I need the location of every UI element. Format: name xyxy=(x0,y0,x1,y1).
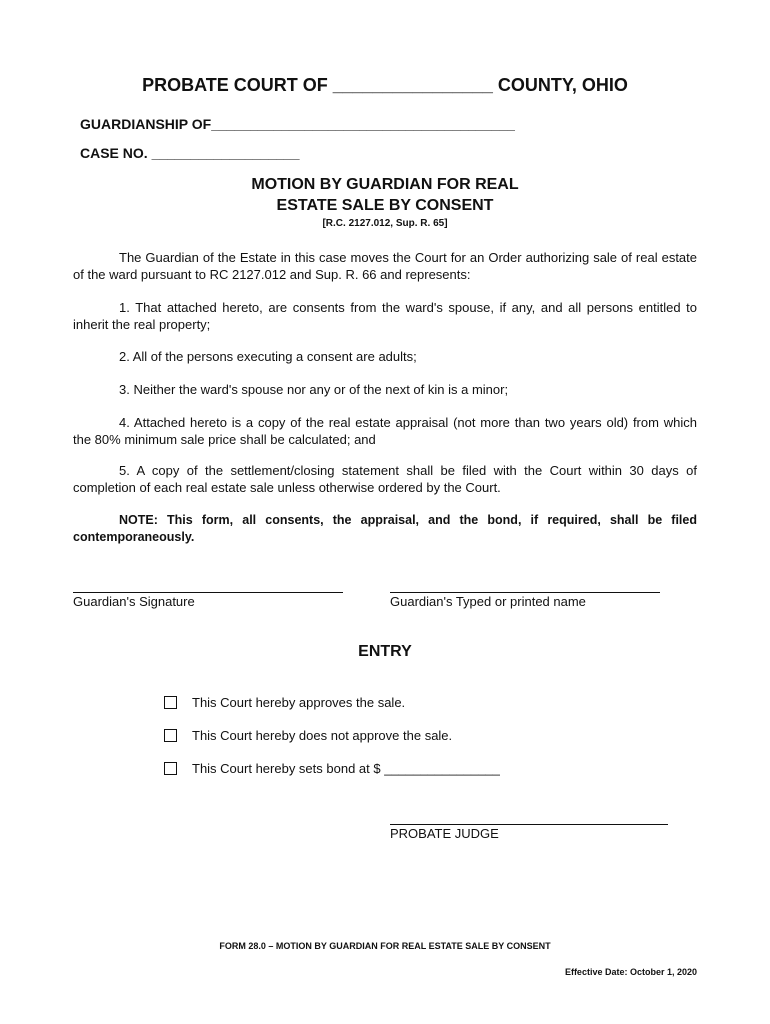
document-title-line1: MOTION BY GUARDIAN FOR REAL xyxy=(251,176,519,193)
statute-citation: [R.C. 2127.012, Sup. R. 65] xyxy=(322,218,448,229)
item-1-paragraph: 1. That attached hereto, are consents from the ward's spouse, if any, and all persons entitled to inherit the real property; xyxy=(73,300,697,332)
judge-signature-line xyxy=(390,824,668,825)
intro-paragraph: The Guardian of the Estate in this case moves the Court for an Order authorizing sale of real estate of the ward pursuant to RC 2127.012 and Sup. R. 66 and represents: xyxy=(73,250,697,282)
item-2-paragraph: 2. All of the persons executing a consent are adults; xyxy=(119,349,417,364)
bond-label: This Court hereby sets bond at $ ________________ xyxy=(192,761,500,776)
guardian-name-line xyxy=(390,592,660,593)
item-5-paragraph: 5. A copy of the settlement/closing statement shall be filed with the Court within 30 days of completion of each real estate sale unless otherwise ordered by the Court. xyxy=(73,463,697,495)
case-number-field: CASE NO. ___________________ xyxy=(80,145,300,161)
item-3-paragraph: 3. Neither the ward's spouse nor any or of the next of kin is a minor; xyxy=(119,382,509,397)
approve-label: This Court hereby approves the sale. xyxy=(192,695,406,710)
entry-option-bond xyxy=(164,761,500,776)
form-footer: FORM 28.0 – MOTION BY GUARDIAN FOR REAL ESTATE SALE BY CONSENT xyxy=(219,941,551,951)
document-title-line2: ESTATE SALE BY CONSENT xyxy=(276,197,494,214)
effective-date: Effective Date: October 1, 2020 xyxy=(564,967,697,977)
disapprove-label: This Court hereby does not approve the sale. xyxy=(192,728,453,743)
entry-option-approve xyxy=(164,695,405,710)
judge-label: PROBATE JUDGE xyxy=(390,826,499,841)
guardian-name-label: Guardian's Typed or printed name xyxy=(390,594,586,609)
disapprove-checkbox[interactable] xyxy=(164,729,177,742)
guardian-signature-label: Guardian's Signature xyxy=(73,594,195,609)
entry-option-disapprove xyxy=(164,728,452,743)
guardian-signature-line xyxy=(73,592,343,593)
entry-heading: ENTRY xyxy=(358,643,412,660)
note-paragraph: NOTE: This form, all consents, the appraisal, and the bond, if required, shall be filed contemporaneously. xyxy=(73,513,697,544)
guardianship-field: GUARDIANSHIP OF_______________________________________ xyxy=(80,116,515,132)
item-4-paragraph: 4. Attached hereto is a copy of the real estate appraisal (not more than two years old) from which the 80% minimum sale price shall be calculated; and xyxy=(73,415,697,447)
court-heading: PROBATE COURT OF ________________ COUNTY, OHIO xyxy=(142,75,628,95)
approve-checkbox[interactable] xyxy=(164,696,177,709)
bond-checkbox[interactable] xyxy=(164,762,177,775)
